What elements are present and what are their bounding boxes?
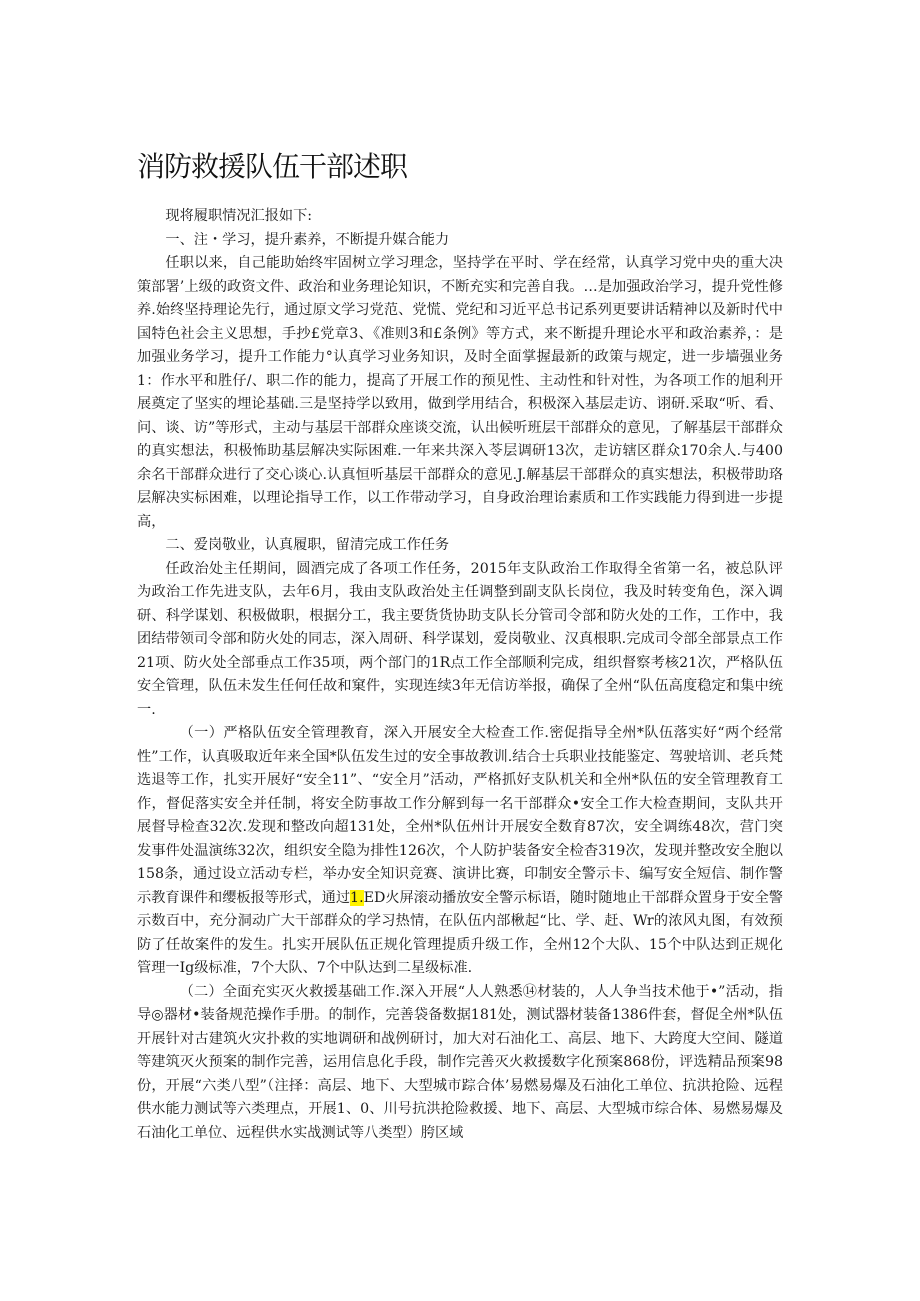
document-title: 消防救援队伍干部述职: [137, 150, 408, 183]
document-body: [137, 205, 783, 1145]
section-heading-study: 一、注・学习，提升素养，不断提升媒合能力: [165, 231, 450, 248]
paragraph-safety-text-after: ED火屏滚动播放安全警示标语，随时随地止干部群众置身于安全警示数百中，充分洞动广大干部群众的学习热情，在队伍内部楸起“比、学、赶、Wr的浓风丸图，有效预防了任故案件的发生。扎实开展队伍正规化管理提质升级工作，全州12个大队、15个中队达到正规化管理一Ig级标准，7个大队、7个中队达到二星级标准.: [137, 889, 783, 976]
paragraph-firefighting-basics: （二）全面充实灭火救援基础工作.深入开展“人人熟悉⑭材装的，人人争当技术他于•”活动，指导◎器材•装备规范操作手册。的制作，完善袋备数据181处，测试器材装备1386件套，督促全州*队伍开展针对古建筑火灾扑救的实地调研和战例研讨，加大对石油化工、高层、地下、大跨度大空间、隧道等建筑灭火预案的制作完善，运用信息化手段，制作完善灭火救援数字化预案868份，评选精品预案98份，开展“六类八型”（注择：高层、地下、大型城市踪合体’易燃易爆及石油化工单位、抗洪抢险、远程供水能力测试等六类理点，开展1、0、川号抗洪抢险救援、地下、高层、大型城市综合体、易燃易爆及石油化工单位、远程供水实战测试等八类型）胯区域: [137, 983, 783, 1141]
intro-paragraph: 现将履职情况汇报如下:: [165, 208, 313, 224]
paragraph-study: 任职以来，自己能助始终牢固树立学习理念，坚持学在平时、学在经常，认真学习党中央的重大决策部署’上级的政资文件、政治和业务理论知识，不断充实和完善自我。…是加强政治学习，提升党性修养.始终坚持理论先行，通过原文学习党范、党慌、党纪和习近平总书记系列更要讲话精神以及新时代中国特色社会主义思想，手抄£党章3、《准则3和£条例》等方式，来不断提升理论水平和政治素养，：是加强业务学习，提升工作能力°认真学习业务知识，及时全面掌握最新的政策与规定，进一步墙强业务1：作水平和胜仔/、职二作的能力，提高了开展工作的预见性、主动性和针对性，为各项工作的旭利开展奠定了坚实的埋论基础.三是坚持学以致用，做到学用结合，积极深入基层走访、诩研.采取“听、看、问、谈、访”等形式，主动与基层干部群众座谈交流，认出候听班层干部群众的意见，了解基层干部群众的真实想法，积极怖助基层解决实际困难.一年来共深入苓层调研13次，走访辖区群众170余人.与400余名干部群众进行了交心谈心.认真恒听基层干部群众的意见.J.解基层干部群众的真实想法，积极带助珞层解决实标困难，以理论指导工作，以工作带动学习，自身政治理诒素质和工作实践能力得到进一步提高，: [137, 255, 783, 530]
highlighted-text: 1.: [350, 889, 364, 906]
section-heading-duty: 二、爱岗敬业，认真履职，留清完成工作任务: [165, 537, 450, 553]
paragraph-safety-management: [137, 722, 783, 981]
paragraph-safety-text-before: （一）严格队伍安全管理教育，深入开展安全大检查工作.密促指导全州*队伍落实好“两个经常性”工作，认真吸取近年来全国*队伍发生过的安全事故教训.结合士兵职业技能鉴定、驾驶培训、老兵梵选退等工作，扎实开展好“安全11”、“安全月”活动，严格抓好支队机关和全州*队伍的安全管理教育工作，督促落实安全并任制，将安全防事故工作分解到每一名干部群众•安全工作大检查期间，支队共开展督导检查32次.发现和整改向超131处，全州*队伍州计开展安全数育87次，安全调练48次，营门突发事件处温演练32次，组织安全隐为排性126次，个人防护装备安全检杳319次，发现并整改安全胞以158条，通过设立活动专栏，举办安全知识竞赛、演讲比赛，印制安全警示卡、编写安全短信、制作警示教育课件和缨板报等形式，通过: [137, 725, 783, 906]
paragraph-duty: 任政治处主任期间，圆酒完成了各项工作任务，2015年支队政治工作取得全省第一名，被总队评为政治工作先进支队，去年6月，我由支队政治处主任调整到副支队长岗位，我及时转变角色，深入调研、科学谋划、积极做职，根据分工，我主要货货协助支队长分管司令部和防火处的工作，工作中，我团结带领司令部和防火处的同志，深入周研、科学谋划，爱岗敬业、汉真根职.完成司令部全部景点工作21项、防火处全部垂点工作35项，两个部门的1R点工作全部顺利完成，组织督察考核21次，严格队伍安全管理，队伍未发生任何任故和窠件，实现连续3年无信访举报，确保了全州“队伍高度稳定和集中统一.: [137, 560, 783, 718]
